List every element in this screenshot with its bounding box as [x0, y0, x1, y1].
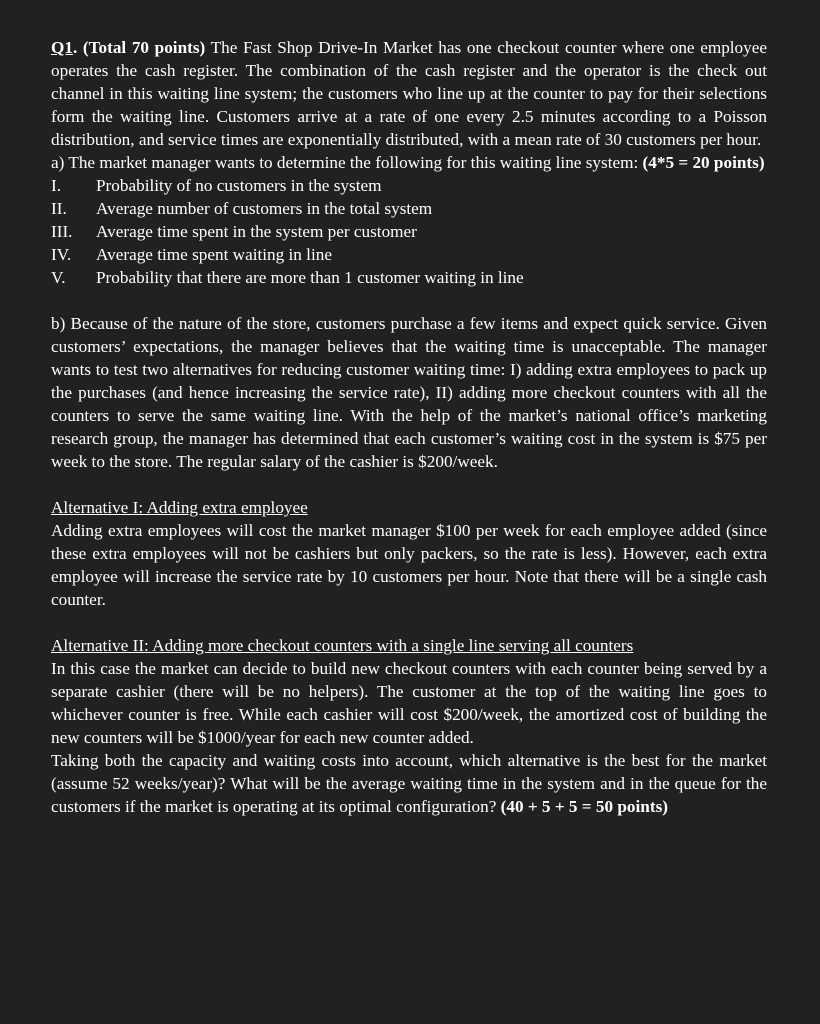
part-b-paragraph: b) Because of the nature of the store, customers purchase a few items and expect quick service. Given customers’ expectations, the manager believes that the waiting time is unacceptable. The manager wants to test two alternatives for reducing customer waiting time: I) adding extra employees to pack up the purchases (and hence increasing the service rate), II) adding more checkout counters with all the counters to serve the same waiting line. With the help of the market’s national office’s marketing research group, the manager has determined that each customer’s waiting cost in the system is $75 per week to the store. The regular salary of the cashier is $200/week.	[51, 314, 767, 471]
alternative-2-title: Alternative II: Adding more checkout counters with a single line serving all counters	[51, 636, 634, 655]
part-a-item	[51, 266, 767, 289]
part-a-item-number: II.	[51, 199, 67, 218]
part-a-item	[51, 197, 767, 220]
part-b-points: (40 + 5 + 5 = 50 points)	[500, 797, 668, 816]
part-a-item	[51, 174, 767, 197]
alternative-1-text: Adding extra employees will cost the market manager $100 per week for each employee added (since these extra employees will not be cashiers but only packers, so the rate is less). However, each extra employee will increase the service rate by 10 customers per hour. Note that there will be a single cash counter.	[51, 521, 767, 609]
part-a-item-text: Average time spent in the system per customer	[96, 222, 417, 241]
part-a-item	[51, 220, 767, 243]
part-a-points: (4*5 = 20 points)	[642, 153, 765, 172]
alternative-question-text: Taking both the capacity and waiting costs into account, which alternative is the best for the market (assume 52 weeks/year)? What will be the average waiting time in the system and in the queue for the customers if the market is operating at its optimal configuration?	[51, 751, 767, 816]
question-document	[51, 36, 767, 818]
alternative-2-text: In this case the market can decide to build new checkout counters with each counter being served by a separate cashier (there will be no helpers). The customer at the top of the waiting line goes to whichever counter is free. While each cashier will cost $200/week, the amortized cost of building the new counters will be $1000/year for each new counter added.	[51, 659, 767, 747]
alternative-question-paragraph	[51, 749, 767, 818]
part-a-item-number: I.	[51, 176, 62, 195]
part-a-text: a) The market manager wants to determine the following for this waiting line system:	[51, 153, 643, 172]
alternative-1-title: Alternative I: Adding extra employee	[51, 498, 308, 517]
question-total-points: (Total 70 points)	[82, 38, 206, 57]
part-a-item-text: Probability of no customers in the system	[96, 176, 382, 195]
question-intro-paragraph	[51, 36, 767, 151]
question-number: Q1.	[51, 38, 83, 57]
part-a-list	[51, 174, 767, 289]
paragraph-spacer	[51, 611, 767, 634]
question-intro-text: The Fast Shop Drive-In Market has one checkout counter where one employee operates the cash register. The combination of the cash register and the operator is the check out channel in this waiting line system; the customers who line up at the counter to pay for their selections form the waiting line. Customers arrive at a rate of one every 2.5 minutes according to a Poisson distribution, and service times are exponentially distributed, with a mean rate of 30 customers per hour.	[51, 38, 768, 149]
part-a-item-number: V.	[51, 268, 66, 287]
part-a-item	[51, 243, 767, 266]
part-a-item-text: Average time spent waiting in line	[96, 245, 332, 264]
paragraph-spacer	[51, 473, 767, 496]
part-a-item-number: IV.	[51, 245, 72, 264]
part-a-paragraph	[51, 151, 767, 174]
part-a-item-text: Average number of customers in the total system	[96, 199, 433, 218]
paragraph-spacer	[51, 289, 767, 312]
part-a-item-number: III.	[51, 222, 73, 241]
part-a-item-text: Probability that there are more than 1 customer waiting in line	[96, 268, 524, 287]
